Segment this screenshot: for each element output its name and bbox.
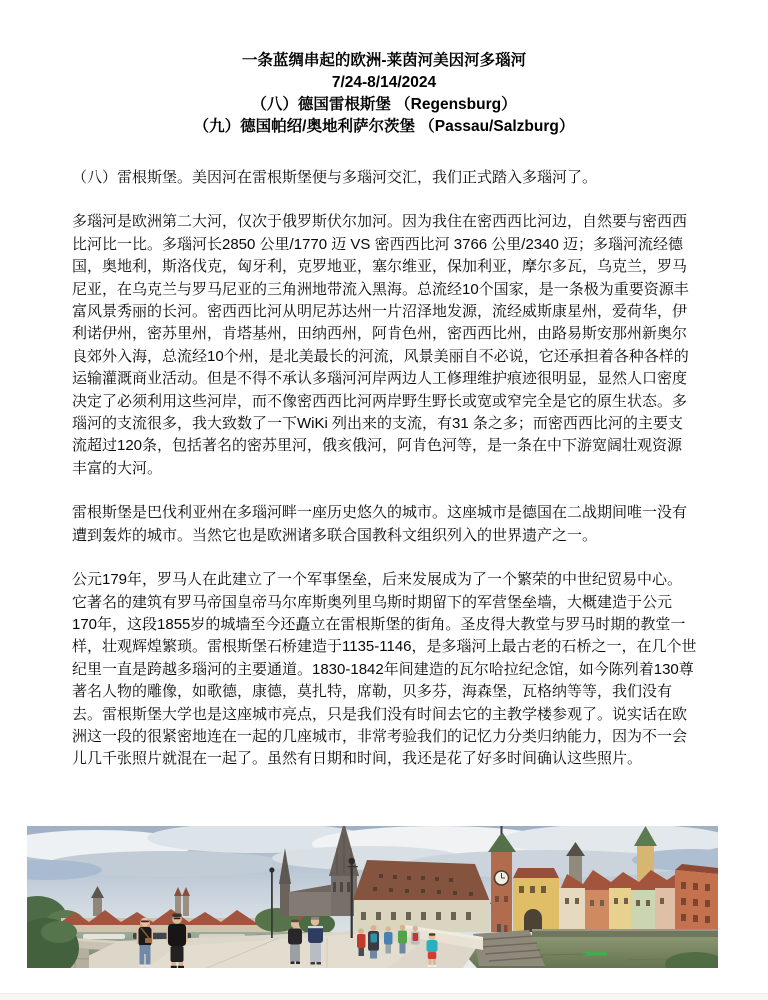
salzstadel-building (353, 860, 491, 932)
title-line-chapter-9: （九）德国帕绍/奥地利萨尔茨堡 （Passau/Salzburg） (193, 118, 575, 135)
article-body (72, 167, 697, 771)
paragraph-regensburg-history: 雷根斯堡是巴伐利亚州在多瑙河畔一座历史悠久的城市。这座城市是德国在二战期间唯一没有遭到轰炸的城市。当然它也是欧洲诸多联合国教科文组织列入的世界遗产之一。 (72, 504, 688, 544)
bridge-gate-building (513, 868, 559, 932)
title-line-chapter-8: （八）德国雷根斯堡 （Regensburg） (251, 96, 517, 113)
title-line-dates: 7/24-8/14/2024 (331, 74, 437, 91)
regensburg-panorama-photo (27, 826, 718, 968)
paragraph-intro: （八）雷根斯堡。美因河在雷根斯堡便与多瑙河交汇，我们正式踏入多瑙河了。 (72, 169, 598, 186)
document-title-block (0, 0, 768, 138)
paragraph-roman-fort: 公元179年，罗马人在此建立了一个军事堡垒，后来发展成为了一个繁荣的中世纪贸易中心。它著名的建筑有罗马帝国皇帝马尔库斯奥列里乌斯时期留下的军营堡垒墙，大概建造于公元170年，这段1855岁的城墙至今还矗立在雷根斯堡的街角。圣皮得大教堂与罗马时期的教堂一样，壮观辉煌繁琐。雷根斯堡石桥建造于1135-1146，是多瑙河上最古老的石桥之一，在几个世纪里一直是跨越多瑙河的主要通道。1830-1842年间建造的瓦尔哈拉纪念馆，如今陈列着130尊著名人物的雕像，如歌德，康德，莫扎特，席勒，贝多芬，海森堡，瓦格纳等等，我们没有去。雷根斯堡大学也是这座城市亮点，只是我们没有时间去它的主教学楼参观了。说实话在欧洲这一段的很紧密地连在一起的几座城市，非常考验我们的记忆力分类归纳能力，因为不一会儿几千张照片就混在一起了。虽然有日期和时间，我还是花了好多时间确认这些照片。 (72, 571, 697, 768)
title-line-main: 一条蓝绸串起的欧洲-莱茵河美因河多瑙河 (241, 52, 527, 69)
next-photo-top-edge (0, 993, 768, 1000)
paragraph-danube-vs-mississippi: 多瑙河是欧洲第二大河，仅次于俄罗斯伏尔加河。因为我住在密西西比河边，自然要与密西西比河比一比。多瑙河长2850 公里/1770 迈 VS 密西西比河 3766 公里/2340 迈；多瑙河流经德国，奥地利，斯洛伐克，匈牙利，克罗地亚，塞尔维亚，保加利亚，摩尔多瓦，乌克兰，罗马尼亚，在乌克兰与罗马尼亚的三角洲地带流入黑海。总流经10个国家，是一条极为重要资源丰富风景秀丽的长河。密西西比河从明尼苏达州一片沼泽地发源，流经威斯康星州，爱荷华，伊利诺伊州，密苏里州，肯塔基州，田纳西州，阿肯色州，密西西比州，由路易斯安那州新奥尔良郊外入海，总流经10个州，是北美最长的河流，风景美丽自不必说，它还承担着各种各样的运输灌溉商业活动。但是不得不承认多瑙河河岸两边人工修理维护痕迹很明显，显然人口密度决定了必须利用这些河岸，而不像密西西比河两岸野生野长或宽或窄完全是它的原生状态。多瑙河的支流很多，我大致数了一下WiKi 列出来的支流，有31 条之多；而密西西比河的主要支流超过120条，包括著名的密苏里河，俄亥俄河，阿肯色河等，是一条在中下游宽阔壮观资源丰富的大河。 (72, 213, 689, 477)
